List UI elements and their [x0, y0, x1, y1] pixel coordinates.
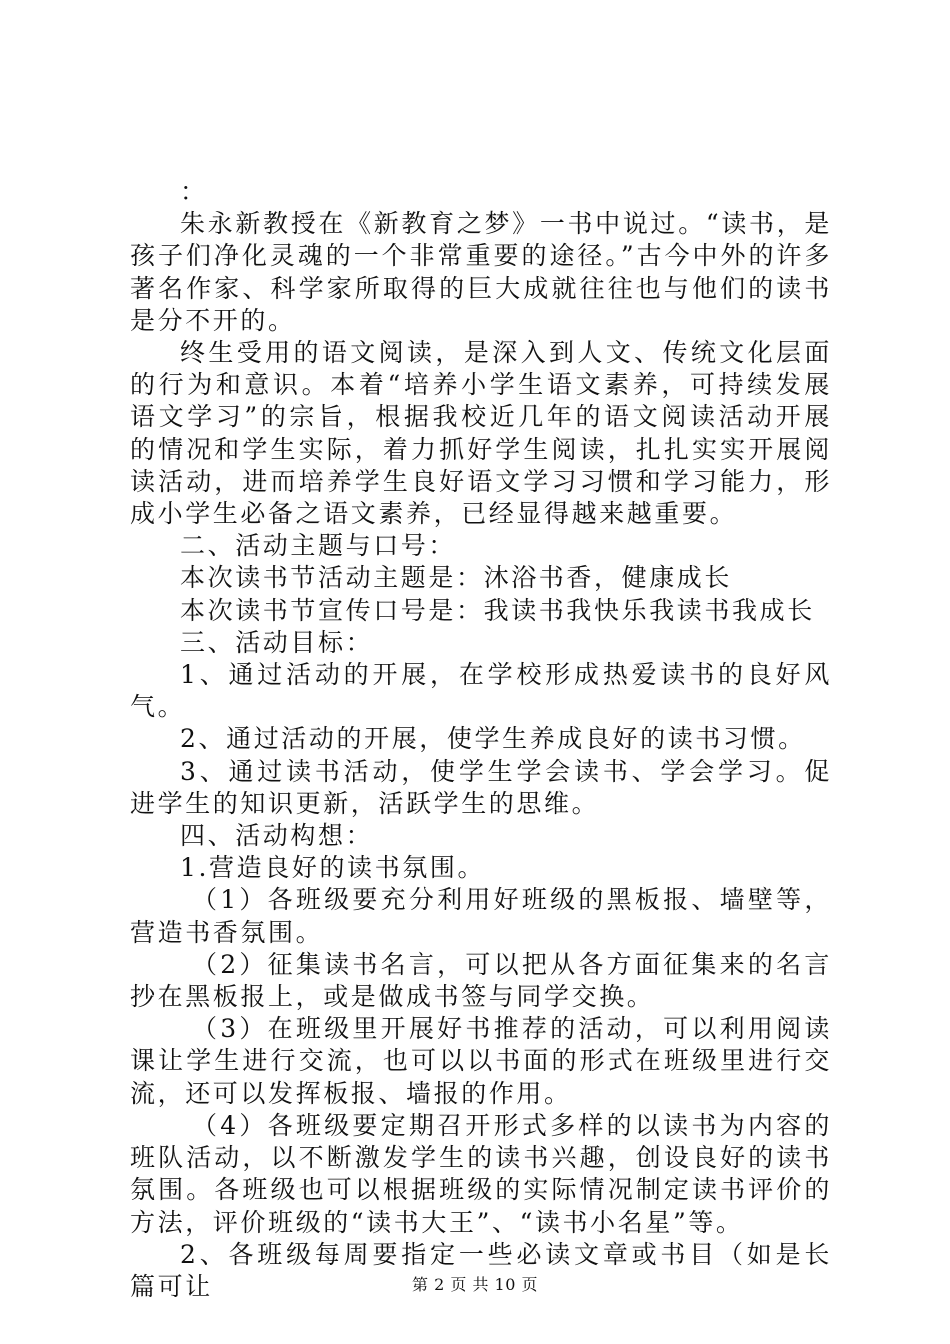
paragraph-reading-purpose: 终生受用的语文阅读，是深入到人文、传统文化层面的行为和意识。本着“培养小学生语文素养，可持续发展语文学习”的宗旨，根据我校近几年的语文阅读活动开展的情况和学生实际，着力抓好学生阅读，扎扎实实开展阅读活动，进而培养学生良好语文学习习惯和学习能力，形成小学生必备之语文素养，已经显得越来越重要。	[130, 338, 832, 529]
sub-item-plan-1-2: （2）征集读书名言，可以把从各方面征集来的名言抄在黑板报上，或是做成书签与同学交换。	[130, 949, 832, 1012]
sub-item-plan-1-1: （1）各班级要充分利用好班级的黑板报、墙壁等，营造书香氛围。	[130, 885, 832, 947]
paragraph-intro-quote: 朱永新教授在《新教育之梦》一书中说过。“读书，是孩子们净化灵魂的一个非常重要的途径。”古今中外的许多著名作家、科学家所取得的巨大成就往往也与他们的读书是分不开的。	[130, 209, 832, 335]
list-item-goal-2: 2、通过活动的开展，使学生养成良好的读书习惯。	[180, 724, 806, 754]
section-heading-theme: 二、活动主题与口号：	[180, 531, 457, 561]
section-heading-plan: 四、活动构想：	[180, 821, 374, 851]
page-number-footer: 第 2 页 共 10 页	[412, 1275, 538, 1294]
paragraph-colon: ：	[180, 177, 208, 206]
list-item-goal-1: 1、通过活动的开展，在学校形成热爱读书的良好风气。	[130, 660, 832, 722]
paragraph-theme: 本次读书节活动主题是：沐浴书香，健康成长	[180, 563, 733, 593]
section-heading-goals: 三、活动目标：	[180, 627, 374, 657]
document-body	[130, 176, 832, 1303]
list-item-goal-3: 3、通过读书活动，使学生学会读书、学会学习。促进学生的知识更新，活跃学生的思维。	[130, 756, 832, 818]
list-item-plan-2: 2、各班级每周要指定一些必读文章或书目（如是长篇可让	[130, 1239, 832, 1301]
sub-item-plan-1-4: （4）各班级要定期召开形式多样的以读书为内容的班队活动，以不断激发学生的读书兴趣，创设良好的读书氛围。各班级也可以根据班级的实际情况制定读书评价的方法，评价班级的“读书大王”、“读书小名星”等。	[130, 1110, 832, 1237]
list-item-plan-1: 1.营造良好的读书氛围。	[180, 853, 486, 883]
sub-item-plan-1-3: （3）在班级里开展好书推荐的活动，可以利用阅读课让学生进行交流，也可以以书面的形式在班级里进行交流，还可以发挥板报、墙报的作用。	[130, 1014, 832, 1108]
paragraph-slogan: 本次读书节宣传口号是：我读书我快乐我读书我成长	[180, 595, 815, 625]
